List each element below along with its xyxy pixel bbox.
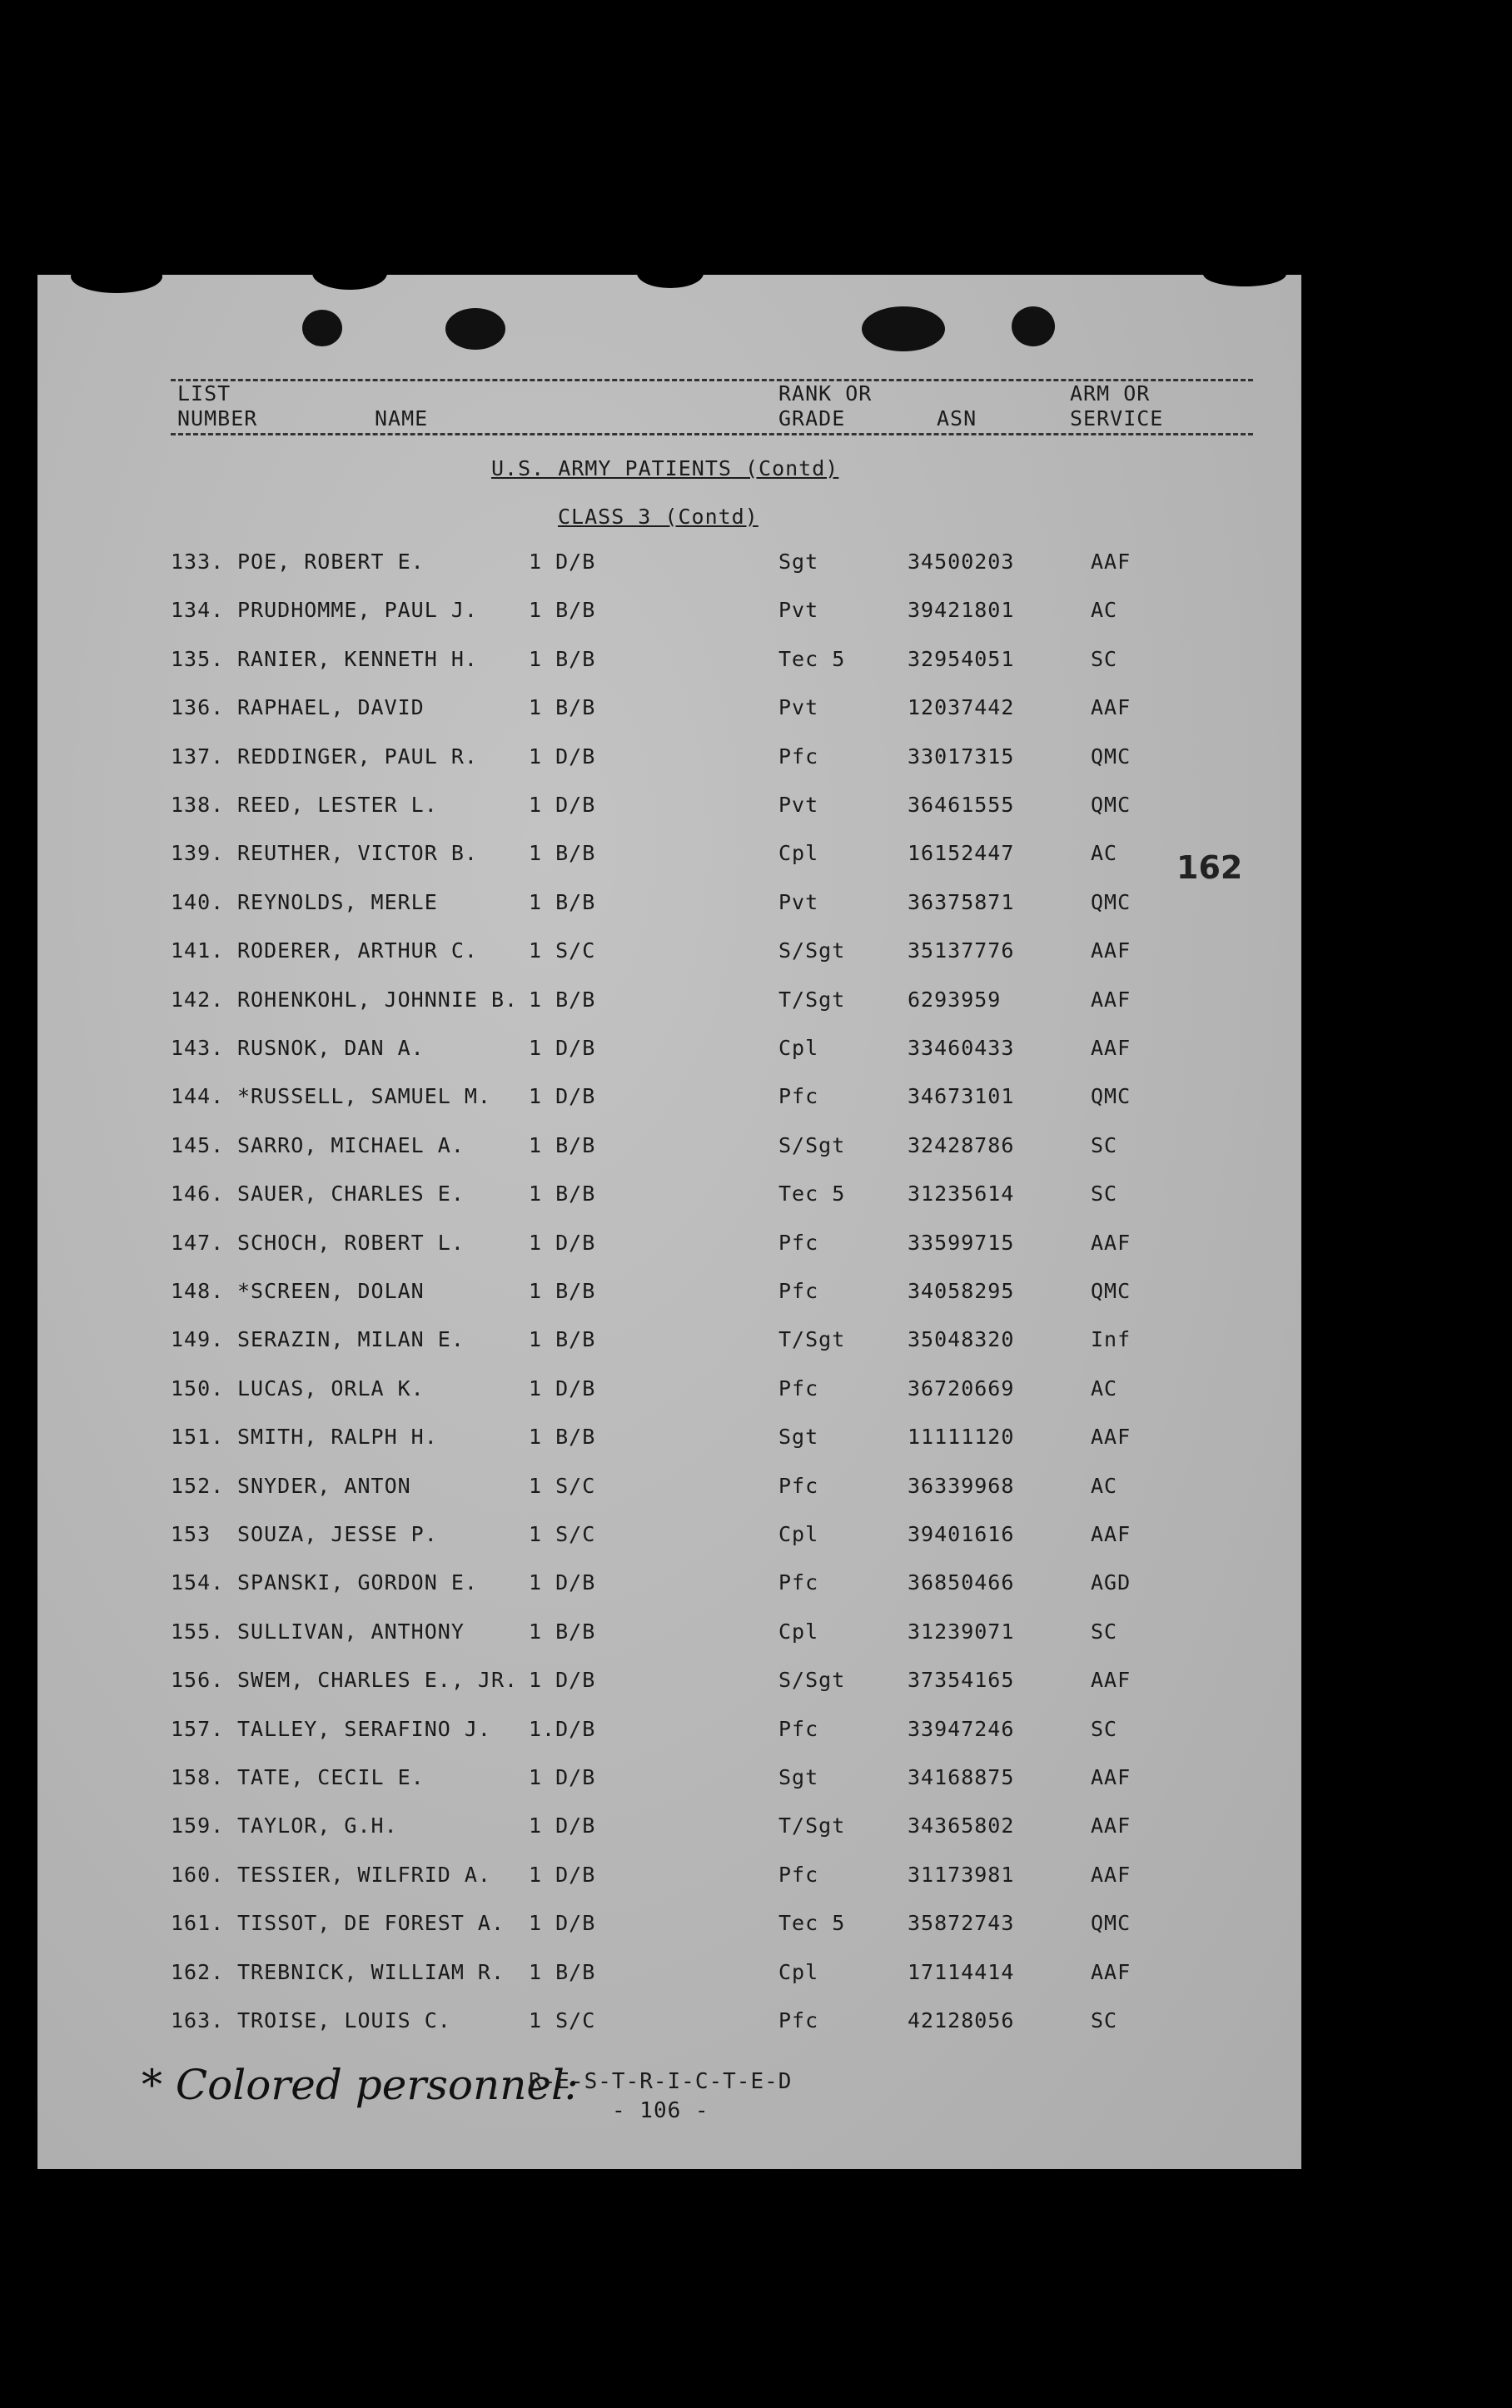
punch-hole [1012,306,1055,346]
asn-value: 11111120 [908,1425,1015,1450]
patient-class: 1 B/B [529,987,596,1012]
rank-grade: Pvt [778,889,819,914]
rank-grade: Cpl [778,1619,819,1644]
punch-hole [302,310,342,346]
rank-grade: Pfc [778,1230,819,1255]
table-row [37,1376,1301,1425]
rank-grade: Pfc [778,1716,819,1741]
rank-grade: S/Sgt [778,1668,846,1693]
patient-class: 1 D/B [529,1570,596,1595]
patient-name: REDDINGER, PAUL R. [237,744,478,769]
arm-service: SC [1091,1716,1118,1741]
patient-class: 1 D/B [529,1668,596,1693]
asn-value: 34365802 [908,1813,1015,1838]
page-stamp-number: 162 [1176,849,1243,886]
torn-edge [1203,261,1286,286]
asn-value: 36461555 [908,793,1015,817]
patient-class: 1 B/B [529,1619,596,1644]
asn-value: 32954051 [908,646,1015,671]
asn-value: 33599715 [908,1230,1015,1255]
patient-class: 1 S/C [529,1473,596,1498]
rank-grade: Cpl [778,1036,819,1060]
arm-service: SC [1091,2008,1118,2032]
asn-value: 12037442 [908,695,1015,720]
rank-grade: Sgt [778,550,819,574]
patient-class: 1 B/B [529,889,596,914]
patient-class: 1 B/B [529,1959,596,1984]
table-row [37,647,1301,695]
table-row [37,793,1301,841]
table-row [37,1327,1301,1376]
rank-grade: Cpl [778,1959,819,1984]
asn-value: 36339968 [908,1473,1015,1498]
rank-grade: Sgt [778,1425,819,1450]
asn-value: 36850466 [908,1570,1015,1595]
patient-class: 1 D/B [529,1862,596,1887]
patient-class: 1 B/B [529,1279,596,1303]
patient-name: SOUZA, JESSE P. [237,1522,438,1546]
rank-grade: Pfc [778,1862,819,1887]
list-number: 133. [171,550,225,574]
rank-grade: Pfc [778,2008,819,2032]
arm-service: QMC [1091,889,1132,914]
list-number: 137. [171,744,225,769]
patient-class: 1 D/B [529,1230,596,1255]
patient-name: PRUDHOMME, PAUL J. [237,598,478,623]
header-arm-or: ARM OR [1070,381,1151,405]
patient-class: 1 S/C [529,1522,596,1546]
rank-grade: Pfc [778,1570,819,1595]
arm-service: AAF [1091,1765,1132,1789]
patient-class: 1 B/B [529,1132,596,1157]
rank-grade: Tec 5 [778,1182,846,1206]
table-row [37,890,1301,938]
arm-service: SC [1091,1132,1118,1157]
arm-service: AAF [1091,1522,1132,1546]
table-row [37,841,1301,889]
patient-class: 1 D/B [529,1036,596,1060]
list-number: 139. [171,841,225,866]
list-number: 138. [171,793,225,817]
patient-name: SERAZIN, MILAN E. [237,1327,465,1352]
arm-service: Inf [1091,1327,1132,1352]
arm-service: AC [1091,1473,1118,1498]
table-row [37,938,1301,987]
patient-name: TISSOT, DE FOREST A. [237,1911,505,1936]
asn-value: 39401616 [908,1522,1015,1546]
header-number: NUMBER [177,406,258,430]
header-name: NAME [375,406,429,430]
list-number: 161. [171,1911,225,1936]
asn-value: 35872743 [908,1911,1015,1936]
patient-name: TROISE, LOUIS C. [237,2008,451,2032]
asn-value: 33017315 [908,744,1015,769]
table-row [37,1668,1301,1716]
rank-grade: S/Sgt [778,1132,846,1157]
asn-value: 34500203 [908,550,1015,574]
patient-name: TATE, CECIL E. [237,1765,425,1789]
arm-service: AAF [1091,1036,1132,1060]
list-number: 142. [171,987,225,1012]
asn-value: 33947246 [908,1716,1015,1741]
punch-hole [445,308,505,350]
list-number: 143. [171,1036,225,1060]
class-title: CLASS 3 (Contd) [558,505,758,529]
table-row [37,1133,1301,1182]
patient-class: 1 D/B [529,1376,596,1401]
list-number: 136. [171,695,225,720]
table-row [37,1084,1301,1132]
patient-class: 1 S/C [529,938,596,963]
arm-service: AAF [1091,1959,1132,1984]
rank-grade: Pfc [778,744,819,769]
rank-grade: Pvt [778,598,819,623]
list-number: 150. [171,1376,225,1401]
header-asn: ASN [937,406,977,430]
page-number: - 106 - [612,2098,709,2123]
patient-class: 1 D/B [529,1084,596,1109]
patient-name: TALLEY, SERAFINO J. [237,1716,491,1741]
arm-service: AC [1091,598,1118,623]
patient-name: SULLIVAN, ANTHONY [237,1619,465,1644]
section-title: U.S. ARMY PATIENTS (Contd) [491,456,839,480]
arm-service: AC [1091,841,1118,866]
header-list: LIST [177,381,231,405]
table-row [37,1619,1301,1668]
patient-name: *RUSSELL, SAMUEL M. [237,1084,491,1109]
arm-service: QMC [1091,1084,1132,1109]
rank-grade: Cpl [778,1522,819,1546]
asn-value: 34673101 [908,1084,1015,1109]
asn-value: 34168875 [908,1765,1015,1789]
rank-grade: Pfc [778,1279,819,1303]
arm-service: SC [1091,646,1118,671]
torn-edge [71,260,162,293]
torn-edge [637,258,704,288]
table-row [37,1279,1301,1327]
asn-value: 39421801 [908,598,1015,623]
header-service: SERVICE [1070,406,1164,430]
list-number: 149. [171,1327,225,1352]
list-number: 159. [171,1813,225,1838]
list-number: 141. [171,938,225,963]
rank-grade: T/Sgt [778,1813,846,1838]
table-row [37,744,1301,793]
asn-value: 32428786 [908,1132,1015,1157]
patient-name: POE, ROBERT E. [237,550,425,574]
rank-grade: Sgt [778,1765,819,1789]
punch-hole [862,306,945,351]
header-dashed-rule [171,433,1253,435]
patient-name: SAUER, CHARLES E. [237,1182,465,1206]
table-row [37,1425,1301,1473]
patient-class: 1 D/B [529,1813,596,1838]
asn-value: 33460433 [908,1036,1015,1060]
asn-value: 16152447 [908,841,1015,866]
patient-name: REED, LESTER L. [237,793,438,817]
asn-value: 36720669 [908,1376,1015,1401]
patient-name: REUTHER, VICTOR B. [237,841,478,866]
table-row [37,1182,1301,1230]
patient-name: TREBNICK, WILLIAM R. [237,1959,505,1984]
asn-value: 6293959 [908,987,1002,1012]
patient-name: LUCAS, ORLA K. [237,1376,425,1401]
asn-value: 42128056 [908,2008,1015,2032]
arm-service: QMC [1091,1279,1132,1303]
patient-class: 1 B/B [529,598,596,623]
patient-name: RUSNOK, DAN A. [237,1036,425,1060]
list-number: 160. [171,1862,225,1887]
patient-name: SCHOCH, ROBERT L. [237,1230,465,1255]
patient-class: 1 B/B [529,1327,596,1352]
list-number: 158. [171,1765,225,1789]
restricted-marking: R-E-S-T-R-I-C-T-E-D [529,2069,793,2094]
handwritten-note: * Colored personnel: [142,2061,579,2109]
patient-class: 1 D/B [529,550,596,574]
rank-grade: Pfc [778,1084,819,1109]
patient-name: SMITH, RALPH H. [237,1425,438,1450]
arm-service: QMC [1091,793,1132,817]
patient-name: SARRO, MICHAEL A. [237,1132,465,1157]
arm-service: AAF [1091,550,1132,574]
patient-name: RANIER, KENNETH H. [237,646,478,671]
patient-name: REYNOLDS, MERLE [237,889,438,914]
asn-value: 37354165 [908,1668,1015,1693]
patient-class: 1 D/B [529,1765,596,1789]
arm-service: AAF [1091,695,1132,720]
table-row [37,988,1301,1036]
table-row [37,550,1301,598]
torn-edge [312,256,387,290]
header-grade: GRADE [778,406,846,430]
rank-grade: Cpl [778,841,819,866]
asn-value: 35137776 [908,938,1015,963]
arm-service: AAF [1091,1425,1132,1450]
patient-name: SNYDER, ANTON [237,1473,411,1498]
list-number: 152. [171,1473,225,1498]
list-number: 156. [171,1668,225,1693]
arm-service: AAF [1091,1668,1132,1693]
patient-name: SPANSKI, GORDON E. [237,1570,478,1595]
table-row [37,1765,1301,1813]
arm-service: QMC [1091,744,1132,769]
arm-service: SC [1091,1619,1118,1644]
patient-name: RAPHAEL, DAVID [237,695,425,720]
arm-service: AGD [1091,1570,1132,1595]
table-row [37,2008,1301,2057]
rank-grade: T/Sgt [778,987,846,1012]
patient-name: *SCREEN, DOLAN [237,1279,425,1303]
patient-class: 1 B/B [529,646,596,671]
list-number: 147. [171,1230,225,1255]
patient-class: 1.D/B [529,1716,596,1741]
table-row [37,1036,1301,1084]
patient-class: 1 S/C [529,2008,596,2032]
list-number: 154. [171,1570,225,1595]
arm-service: AAF [1091,1813,1132,1838]
patient-class: 1 D/B [529,793,596,817]
list-number: 151. [171,1425,225,1450]
arm-service: AAF [1091,1862,1132,1887]
table-row [37,1231,1301,1279]
list-number: 145. [171,1132,225,1157]
rank-grade: Pvt [778,793,819,817]
arm-service: AAF [1091,987,1132,1012]
table-row [37,1522,1301,1570]
table-row [37,695,1301,744]
table-row [37,1813,1301,1862]
rank-grade: Pfc [778,1376,819,1401]
table-row [37,1717,1301,1765]
rank-grade: Tec 5 [778,1911,846,1936]
patient-class: 1 D/B [529,744,596,769]
list-number: 155. [171,1619,225,1644]
patient-name: TESSIER, WILFRID A. [237,1862,491,1887]
asn-value: 35048320 [908,1327,1015,1352]
list-number: 148. [171,1279,225,1303]
arm-service: SC [1091,1182,1118,1206]
patient-class: 1 B/B [529,695,596,720]
patient-name: ROHENKOHL, JOHNNIE B. [237,987,519,1012]
table-row [37,1863,1301,1911]
table-row [37,1474,1301,1522]
rank-grade: S/Sgt [778,938,846,963]
patient-class: 1 B/B [529,841,596,866]
list-number: 134. [171,598,225,623]
asn-value: 17114414 [908,1959,1015,1984]
table-row [37,1960,1301,2008]
arm-service: QMC [1091,1911,1132,1936]
rank-grade: Pfc [778,1473,819,1498]
arm-service: AAF [1091,938,1132,963]
asn-value: 31239071 [908,1619,1015,1644]
patient-class: 1 B/B [529,1425,596,1450]
list-number: 162. [171,1959,225,1984]
header-rank-or: RANK OR [778,381,873,405]
arm-service: AC [1091,1376,1118,1401]
list-number: 153 [171,1522,211,1546]
asn-value: 31173981 [908,1862,1015,1887]
list-number: 144. [171,1084,225,1109]
list-number: 140. [171,889,225,914]
rank-grade: T/Sgt [778,1327,846,1352]
list-number: 163. [171,2008,225,2032]
patient-name: TAYLOR, G.H. [237,1813,398,1838]
table-row [37,1911,1301,1959]
table-row [37,1570,1301,1619]
patient-class: 1 D/B [529,1911,596,1936]
patient-name: SWEM, CHARLES E., JR. [237,1668,519,1693]
table-row [37,598,1301,646]
patient-class: 1 B/B [529,1182,596,1206]
list-number: 135. [171,646,225,671]
list-number: 157. [171,1716,225,1741]
asn-value: 36375871 [908,889,1015,914]
asn-value: 31235614 [908,1182,1015,1206]
arm-service: AAF [1091,1230,1132,1255]
document-page [37,275,1301,2169]
asn-value: 34058295 [908,1279,1015,1303]
list-number: 146. [171,1182,225,1206]
rank-grade: Pvt [778,695,819,720]
patient-name: RODERER, ARTHUR C. [237,938,478,963]
rank-grade: Tec 5 [778,646,846,671]
